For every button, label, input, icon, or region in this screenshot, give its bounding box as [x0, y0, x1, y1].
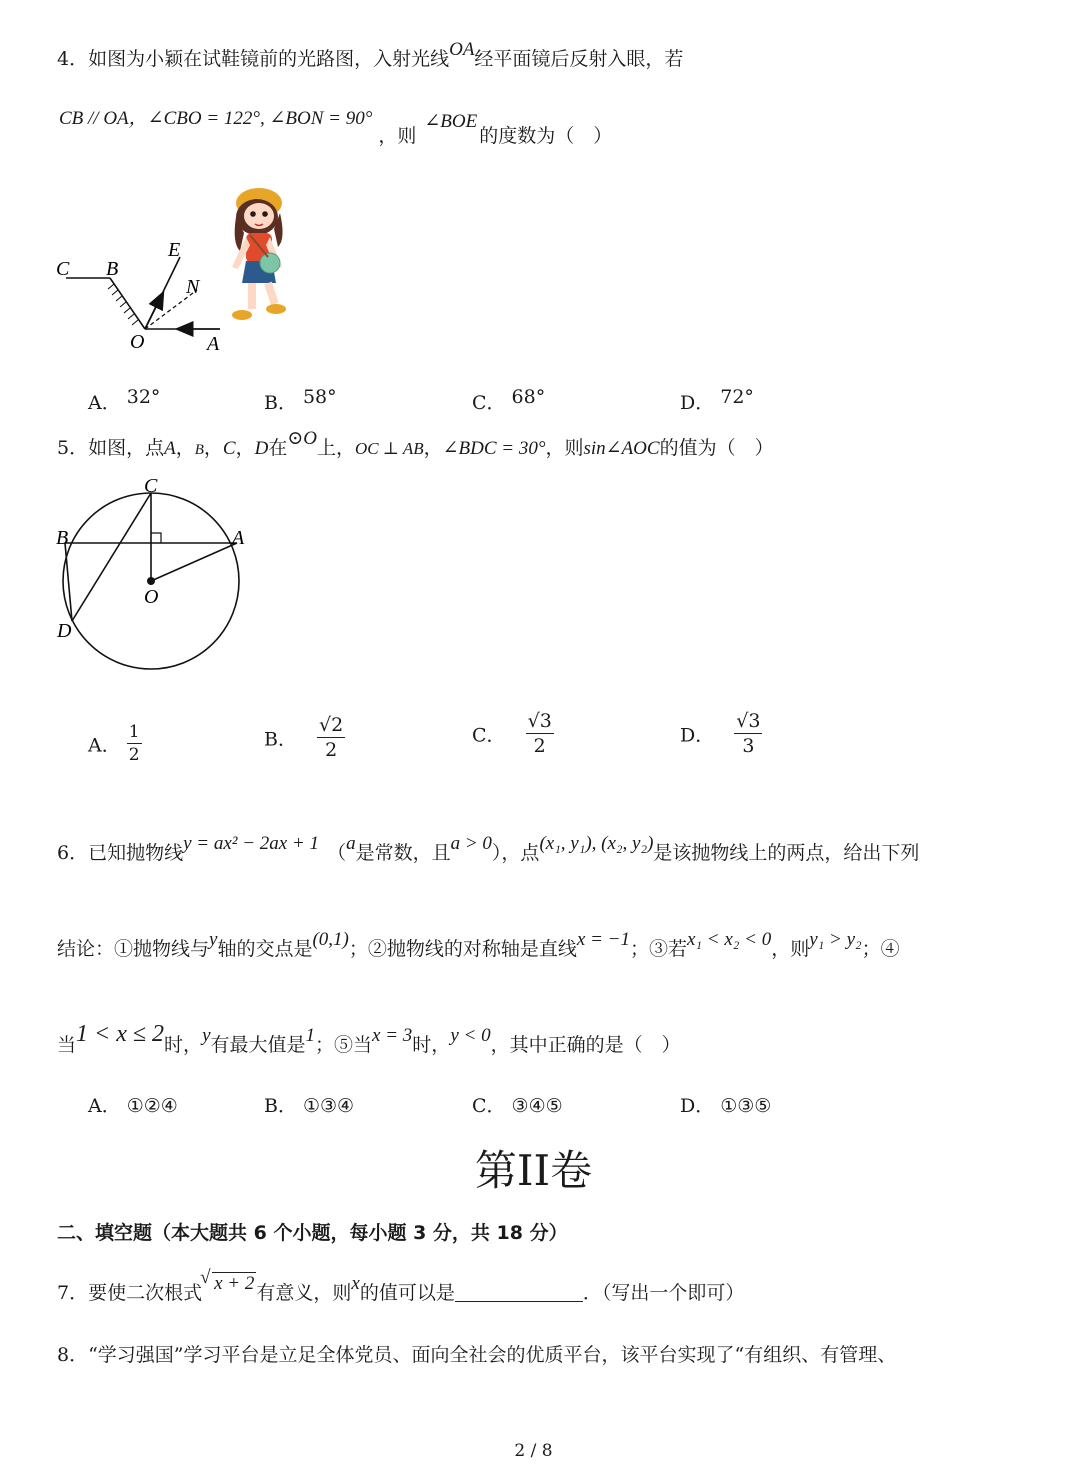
q4-option-b[interactable]: B． 58° — [264, 386, 337, 414]
right-angle-mark — [151, 533, 161, 543]
part-title: 第II卷 — [474, 1146, 593, 1195]
q6-line1: 6．已知抛物线y = ax² − 2ax + 1 （a是常数，且a > 0），点(x₁, y₁), (x₂, y₂)是该抛物线上的两点，给出下列 — [57, 833, 920, 864]
q8: 8．“学习强国”学习平台是立足全体党员、面向全社会的优质平台，该平台实现了“有组织、有管理、 — [57, 1344, 897, 1366]
q4-light-path-figure — [52, 232, 237, 357]
label-d: D — [57, 620, 72, 642]
label-b: B — [106, 258, 119, 280]
q4-line2: CB // OA，∠CBO = 122°, ∠BON = 90°，则∠BOE的度数为（ ） — [59, 108, 613, 147]
girl-illustration — [220, 183, 292, 325]
radical: √ x + 2 — [200, 1267, 255, 1294]
q7: 7．要使二次根式 √ x + 2 有意义，则x的值可以是 ．（写出一个即可） — [57, 1267, 745, 1304]
q5-circle-figure — [52, 473, 252, 673]
q5-option-c[interactable]: C． $\frac{√3}{2}$ — [472, 710, 552, 757]
q5-option-a[interactable]: A． $\frac{1}{2}$ — [88, 722, 140, 765]
ray-oe-arrow — [145, 299, 160, 329]
label-a: A — [232, 527, 245, 549]
q6-option-b[interactable]: B． ①③④ — [264, 1095, 355, 1117]
label-o: O — [144, 586, 159, 608]
label-c: C — [144, 475, 158, 497]
label-e: E — [168, 239, 181, 261]
q6-line2: 结论：①抛物线与y轴的交点是(0,1)；②抛物线的对称轴是直线x = −1；③若x₁ < x₂ < 0，则y₁ > y₂；④ — [57, 929, 900, 960]
q4-option-a[interactable]: A． 32° — [88, 386, 161, 414]
q5-option-b[interactable]: B． $\frac{√2}{2}$ — [264, 714, 344, 761]
label-c: C — [56, 258, 70, 280]
q6-line3: 当1 < x ≤ 2时，y有最大值是1；⑤当x = 3时，y < 0，其中正确的是（ ） — [57, 1021, 681, 1056]
q4-line1: 4．如图为小颖在试鞋镜前的光路图，入射光线OA经平面镜后反射入眼，若 — [57, 39, 684, 70]
label-a: A — [207, 333, 220, 355]
q6-option-d[interactable]: D． ①③⑤ — [680, 1095, 772, 1117]
mirror-line — [110, 278, 145, 329]
q5-option-d[interactable]: D． $\frac{√3}{3}$ — [680, 710, 761, 757]
q6-option-a[interactable]: A． ①②④ — [88, 1095, 178, 1117]
label-b: B — [56, 527, 69, 549]
mirror-hatching — [108, 284, 138, 325]
segment-oa — [151, 543, 237, 581]
label-o: O — [130, 331, 145, 353]
center-dot — [147, 577, 155, 585]
q5-stem: 5．如图，点A，B，C，D在⊙O上，OC ⊥ AB，∠BDC = 30°，则sin∠AOC的值为（ ） — [57, 428, 774, 459]
page-number: 2 / 8 — [514, 1441, 553, 1461]
q4-option-d[interactable]: D． 72° — [680, 386, 754, 414]
label-n: N — [186, 276, 200, 298]
section-heading: 二、填空题（本大题共 6 个小题，每小题 3 分，共 18 分） — [57, 1222, 568, 1244]
q6-option-c[interactable]: C． ③④⑤ — [472, 1095, 563, 1117]
segment-dc — [72, 493, 151, 621]
answer-blank[interactable] — [455, 1301, 583, 1302]
q4-option-c[interactable]: C． 68° — [472, 386, 546, 414]
